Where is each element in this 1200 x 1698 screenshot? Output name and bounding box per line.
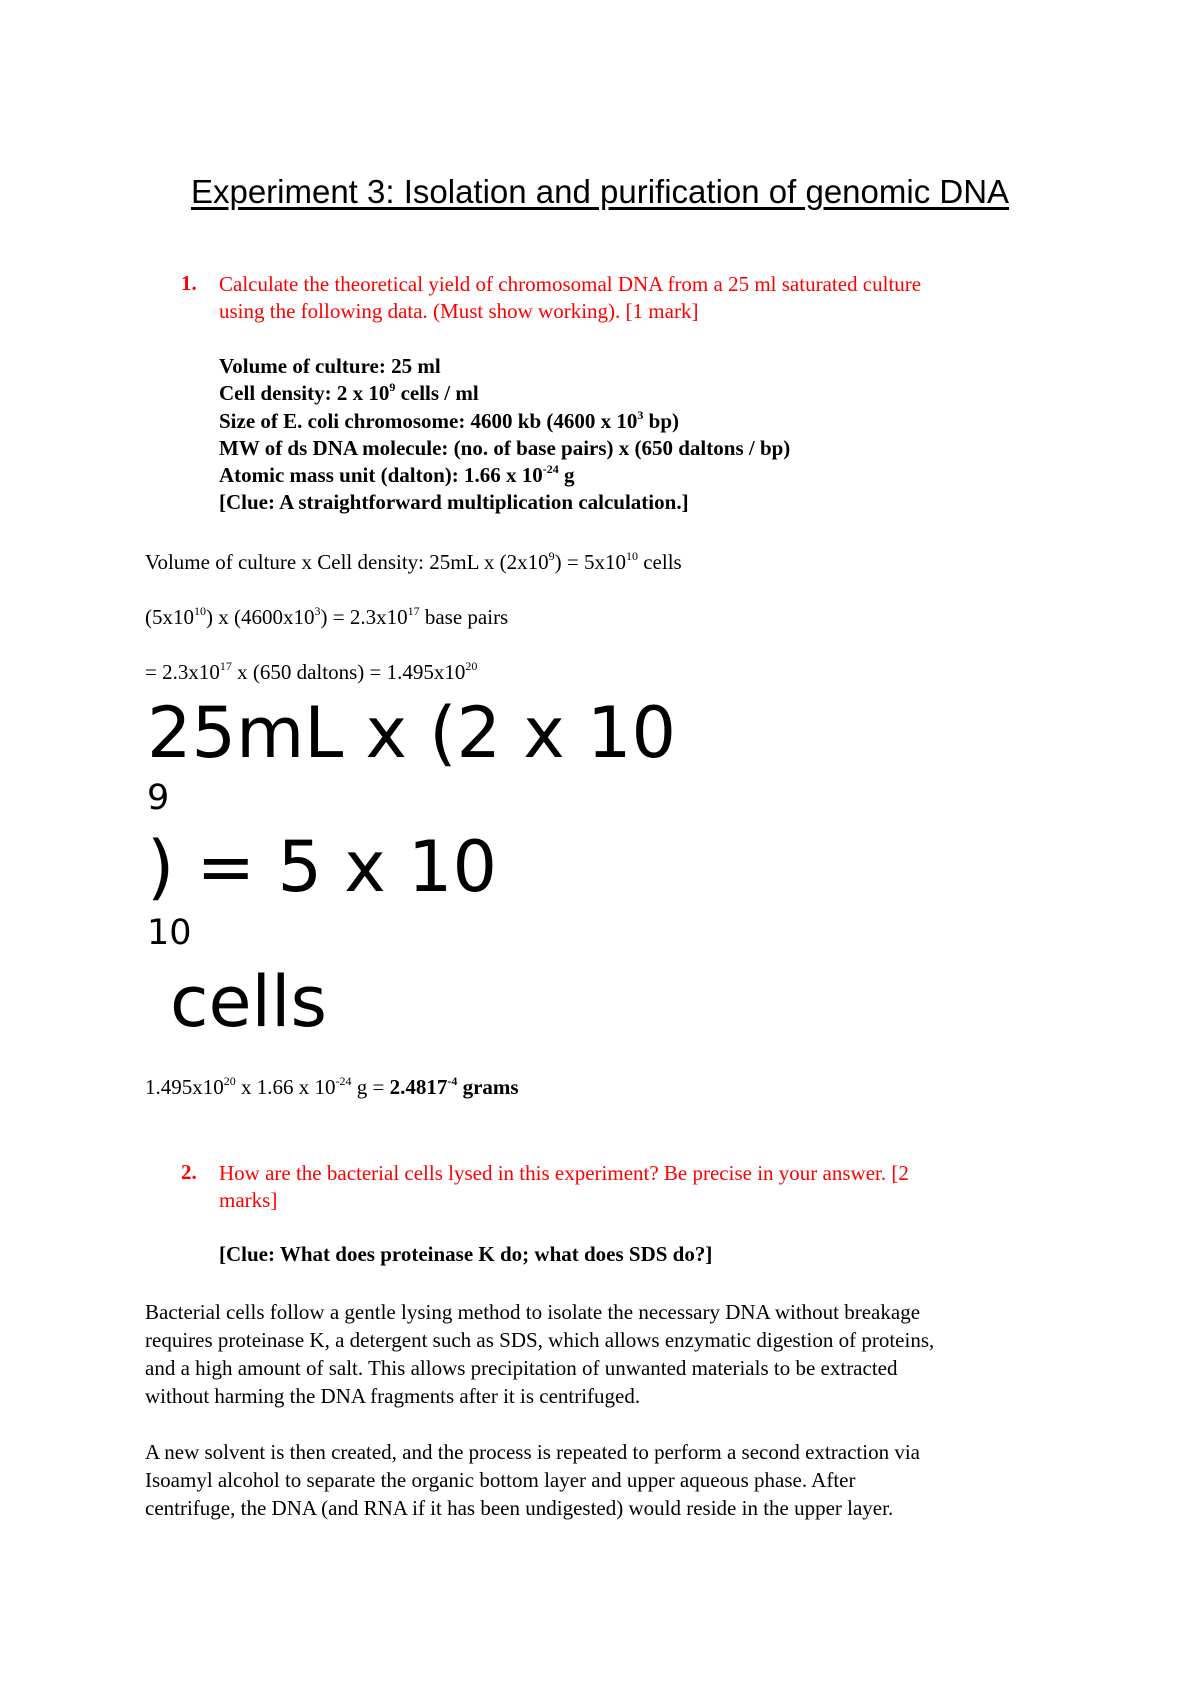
given-data-list bbox=[219, 353, 790, 517]
question-2-clue: [Clue: What does proteinase K do; what does SDS do?] bbox=[219, 1242, 713, 1266]
big-equation-line-2: ) = 5 x 10 bbox=[147, 826, 497, 908]
data-cell-density: Cell density: 2 x $10^9$ cells / ml bbox=[219, 380, 479, 406]
data-clue: [Clue: A straightforward multiplication calculation.] bbox=[219, 490, 689, 515]
page-title: Experiment 3: Isolation and purification of genomic DNA bbox=[190, 173, 1010, 210]
big-equation-exponent-2: 10 bbox=[147, 913, 192, 953]
big-equation-exponent-1: 9 bbox=[147, 778, 170, 818]
answer-paragraph-2-line: centrifuge, the DNA (and RNA if it has been undigested) would reside in the upper layer. bbox=[145, 1496, 894, 1520]
question-2-line-1: How are the bacterial cells lysed in this experiment? Be precise in your answer. [2 bbox=[219, 1161, 909, 1185]
question-1-line-1: Calculate the theoretical yield of chromosomal DNA from a 25 ml saturated culture bbox=[219, 272, 922, 296]
data-atomic-mass-unit: Atomic mass unit (dalton): 1.66 x $10^{-24}$ g bbox=[219, 462, 575, 488]
big-equation-line-3: cells bbox=[170, 961, 327, 1043]
question-2-line-2: marks] bbox=[219, 1188, 278, 1212]
big-equation-line-1: 25mL x (2 x 10 bbox=[147, 692, 677, 774]
working-line-2: $(5x10^{10})$ x $(4600x10^3) = 2.3x10^{17}$ base pairs bbox=[145, 604, 509, 629]
data-molecular-weight: MW of ds DNA molecule: (no. of base pairs) x (650 daltons / bp) bbox=[219, 435, 791, 460]
data-volume: Volume of culture: 25 ml bbox=[219, 354, 441, 378]
answer-paragraph-1-line: and a high amount of salt. This allows precipitation of unwanted materials to be extracted bbox=[145, 1356, 898, 1380]
answer-paragraph-2-line: A new solvent is then created, and the process is repeated to perform a second extraction via bbox=[145, 1440, 920, 1464]
question-1-text bbox=[219, 271, 921, 325]
data-chromosome-size: Size of E. coli chromosome: 4600 kb (4600 x $10^3$ bp) bbox=[219, 407, 680, 433]
question-2-number: 2. bbox=[181, 1160, 197, 1184]
question-1-number: 1. bbox=[181, 271, 197, 295]
answer-paragraph-1-line: without harming the DNA fragments after it is centrifuged. bbox=[145, 1384, 641, 1408]
answer-paragraph-1-line: requires proteinase K, a detergent such as SDS, which allows enzymatic digestion of proteins, bbox=[145, 1328, 935, 1352]
question-2-text bbox=[219, 1160, 909, 1214]
answer-paragraph-2-line: Isoamyl alcohol to separate the organic bottom layer and upper aqueous phase. After bbox=[145, 1468, 856, 1492]
yield-result: $1.495x10^{20}$ x 1.66 x $10^{-24}$ $g = 2.4817^{-4}$ grams bbox=[145, 1074, 519, 1099]
working-line-1: Volume of culture x Cell density: 25mL x $(2x10^9) = 5x10^{10}$ cells bbox=[145, 549, 682, 574]
working-line-3: = $2.3x10^{17}$ x (650 daltons) = $1.495x10^{20}$ bbox=[145, 659, 478, 684]
question-1-line-2: using the following data. (Must show working). [1 mark] bbox=[219, 299, 699, 323]
answer-paragraph-1-line: Bacterial cells follow a gentle lysing method to isolate the necessary DNA without breakage bbox=[145, 1300, 921, 1324]
answer-paragraph-2 bbox=[145, 1438, 920, 1522]
answer-paragraph-1 bbox=[145, 1298, 934, 1410]
